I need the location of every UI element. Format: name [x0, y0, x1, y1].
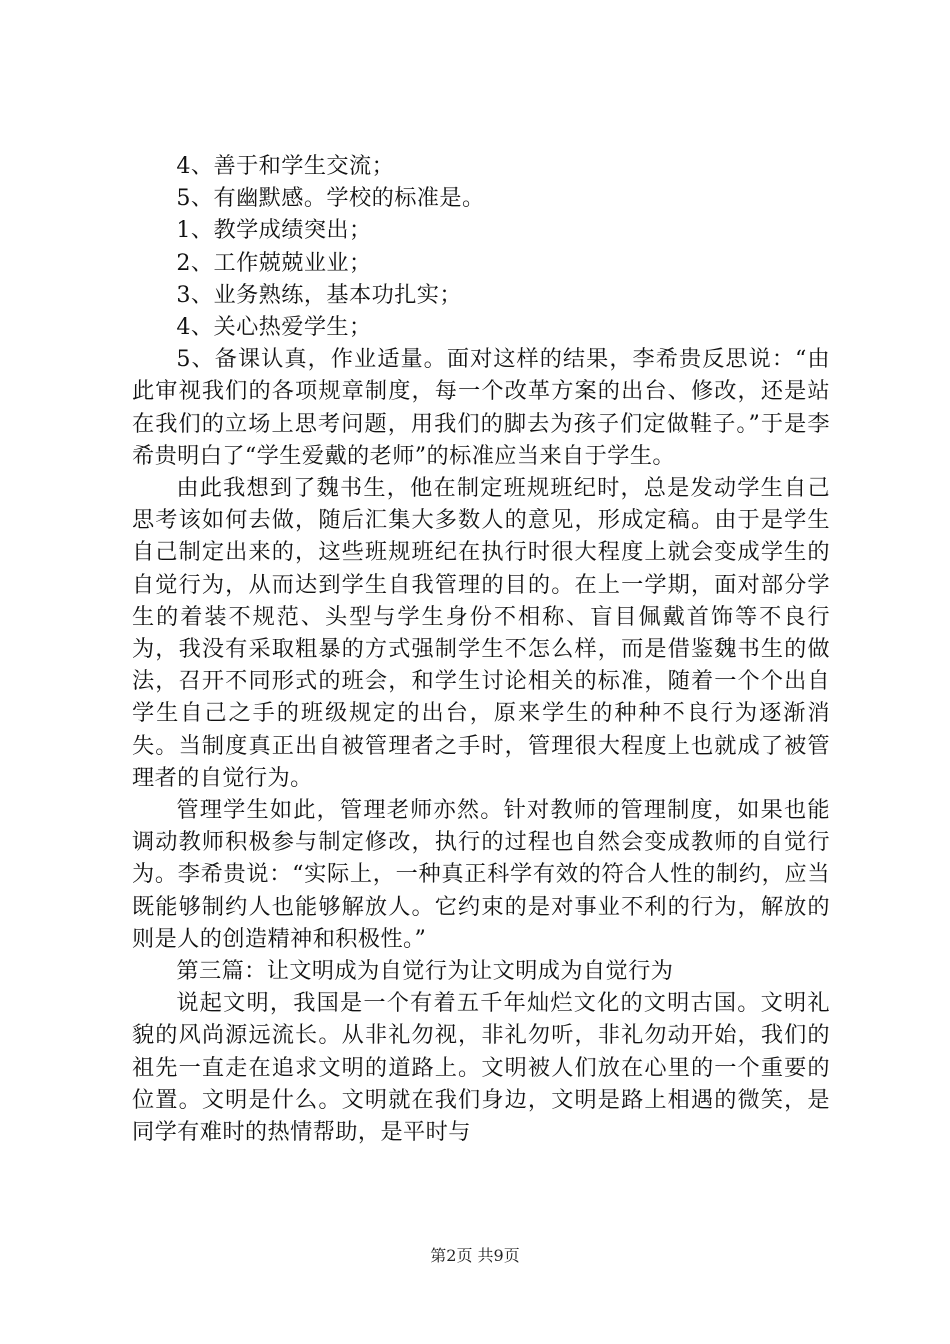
section-heading: 第三篇：让文明成为自觉行为让文明成为自觉行为 [176, 958, 674, 985]
paragraph: 4、善于和学生交流； [176, 153, 395, 179]
paragraph: 4、关心热爱学生； [176, 314, 372, 341]
paragraph: 管理学生如此，管理老师亦然。针对教师的管理制度，如果也能调动教师积极参与制定修改，执行的过程也自然会变成教师的自觉行为。李希贵说：“实际上，一种真正科学有效的符合人性的制约，应当既能够制约人也能够解放人。它约束的是对事业不利的行为，解放的则是人的创造精神和积极性。” [132, 797, 830, 952]
paragraph: 5、有幽默感。学校的标准是。 [176, 185, 485, 212]
document-body [132, 150, 830, 1148]
paragraph: 1、教学成绩突出； [176, 217, 372, 244]
paragraph: 5、备课认真，作业适量。面对这样的结果，李希贵反思说：“由此审视我们的各项规章制度，每一个改革方案的出台、修改，还是站在我们的立场上思考问题，用我们的脚去为孩子们定做鞋子。”于是李希贵明白了“学生爱戴的老师”的标准应当来自于学生。 [132, 346, 830, 469]
paragraph: 3、业务熟练，基本功扎实； [176, 281, 462, 308]
paragraph: 说起文明，我国是一个有着五千年灿烂文化的文明古国。文明礼貌的风尚源远流长。从非礼勿视，非礼勿听，非礼勿动开始，我们的祖先一直走在追求文明的道路上。文明被人们放在心里的一个重要的位置。文明是什么。文明就在我们身边，文明是路上相遇的微笑，是同学有难时的热情帮助，是平时与 [132, 990, 830, 1146]
paragraph: 2、工作兢兢业业； [176, 249, 372, 276]
page-number-footer: 第2页 共9页 [430, 1246, 520, 1265]
paragraph: 由此我想到了魏书生，他在制定班规班纪时，总是发动学生自己思考该如何去做，随后汇集大多数人的意见，形成定稿。由于是学生自己制定出来的，这些班规班纪在执行时很大程度上就会变成学生的自觉行为，从而达到学生自我管理的目的。在上一学期，面对部分学生的着装不规范、头型与学生身份不相称、盲目佩戴首饰等不良行为，我没有采取粗暴的方式强制学生不怎么样，而是借鉴魏书生的做法，召开不同形式的班会，和学生讨论相关的标准，随着一个个出自学生自己之手的班级规定的出台，原来学生的种种不良行为逐渐消失。当制度真正出自被管理者之手时，管理很大程度上也就成了被管理者的自觉行为。 [132, 475, 830, 791]
